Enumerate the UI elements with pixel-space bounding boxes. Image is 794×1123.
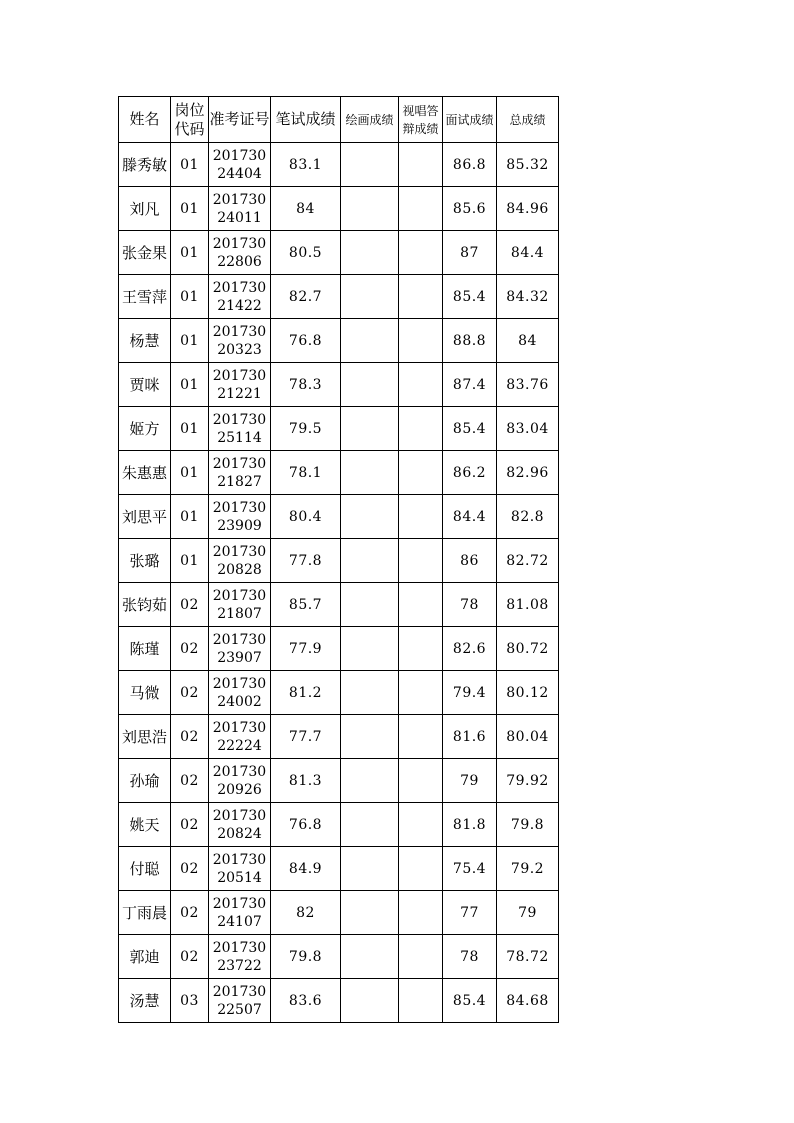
cell-total-score: 81.08 — [497, 583, 559, 627]
cell-ticket-number: 20173021807 — [209, 583, 271, 627]
cell-interview-score: 87.4 — [443, 363, 497, 407]
cell-name: 杨慧 — [119, 319, 171, 363]
cell-painting-score — [341, 539, 399, 583]
cell-sight-singing-score — [399, 935, 443, 979]
cell-total-score: 84 — [497, 319, 559, 363]
cell-written-score: 85.7 — [271, 583, 341, 627]
cell-ticket-number: 20173024404 — [209, 143, 271, 187]
cell-sight-singing-score — [399, 759, 443, 803]
table-row — [119, 979, 559, 1023]
cell-ticket-number: 20173025114 — [209, 407, 271, 451]
table-row — [119, 539, 559, 583]
table-row — [119, 143, 559, 187]
cell-name: 汤慧 — [119, 979, 171, 1023]
cell-name: 王雪萍 — [119, 275, 171, 319]
cell-name: 贾咪 — [119, 363, 171, 407]
cell-written-score: 76.8 — [271, 319, 341, 363]
cell-written-score: 76.8 — [271, 803, 341, 847]
cell-interview-score: 82.6 — [443, 627, 497, 671]
cell-interview-score: 77 — [443, 891, 497, 935]
cell-written-score: 80.4 — [271, 495, 341, 539]
cell-written-score: 77.7 — [271, 715, 341, 759]
cell-total-score: 85.32 — [497, 143, 559, 187]
cell-written-score: 84 — [271, 187, 341, 231]
cell-name: 刘思浩 — [119, 715, 171, 759]
cell-sight-singing-score — [399, 187, 443, 231]
cell-painting-score — [341, 979, 399, 1023]
cell-painting-score — [341, 891, 399, 935]
cell-ticket-number: 20173020828 — [209, 539, 271, 583]
cell-position-code: 01 — [171, 275, 209, 319]
table-row — [119, 891, 559, 935]
cell-interview-score: 85.4 — [443, 275, 497, 319]
cell-ticket-number: 20173023907 — [209, 627, 271, 671]
cell-name: 张璐 — [119, 539, 171, 583]
cell-sight-singing-score — [399, 495, 443, 539]
cell-interview-score: 81.8 — [443, 803, 497, 847]
cell-interview-score: 78 — [443, 583, 497, 627]
cell-position-code: 02 — [171, 715, 209, 759]
cell-total-score: 79.92 — [497, 759, 559, 803]
cell-position-code: 01 — [171, 143, 209, 187]
cell-total-score: 79 — [497, 891, 559, 935]
cell-interview-score: 85.6 — [443, 187, 497, 231]
header-position-code: 岗位代码 — [171, 97, 209, 143]
cell-position-code: 02 — [171, 847, 209, 891]
cell-painting-score — [341, 319, 399, 363]
table-row — [119, 627, 559, 671]
cell-interview-score: 87 — [443, 231, 497, 275]
cell-total-score: 83.76 — [497, 363, 559, 407]
cell-position-code: 02 — [171, 891, 209, 935]
cell-painting-score — [341, 231, 399, 275]
cell-written-score: 83.6 — [271, 979, 341, 1023]
cell-ticket-number: 20173020514 — [209, 847, 271, 891]
cell-written-score: 79.8 — [271, 935, 341, 979]
cell-sight-singing-score — [399, 319, 443, 363]
cell-sight-singing-score — [399, 539, 443, 583]
table-row — [119, 231, 559, 275]
cell-sight-singing-score — [399, 715, 443, 759]
cell-name: 丁雨晨 — [119, 891, 171, 935]
cell-position-code: 02 — [171, 759, 209, 803]
header-painting-score: 绘画成绩 — [341, 97, 399, 143]
cell-position-code: 01 — [171, 539, 209, 583]
header-row — [119, 97, 559, 143]
table-row — [119, 803, 559, 847]
cell-ticket-number: 20173022224 — [209, 715, 271, 759]
cell-interview-score: 86 — [443, 539, 497, 583]
cell-sight-singing-score — [399, 671, 443, 715]
cell-ticket-number: 20173020323 — [209, 319, 271, 363]
cell-ticket-number: 20173022507 — [209, 979, 271, 1023]
cell-position-code: 02 — [171, 627, 209, 671]
cell-name: 朱惠惠 — [119, 451, 171, 495]
table-row — [119, 847, 559, 891]
cell-total-score: 84.68 — [497, 979, 559, 1023]
cell-sight-singing-score — [399, 143, 443, 187]
cell-position-code: 02 — [171, 583, 209, 627]
table-row — [119, 583, 559, 627]
cell-painting-score — [341, 803, 399, 847]
cell-position-code: 01 — [171, 451, 209, 495]
cell-ticket-number: 20173021827 — [209, 451, 271, 495]
cell-painting-score — [341, 935, 399, 979]
cell-ticket-number: 20173021422 — [209, 275, 271, 319]
header-interview-score: 面试成绩 — [443, 97, 497, 143]
cell-painting-score — [341, 363, 399, 407]
cell-painting-score — [341, 451, 399, 495]
cell-interview-score: 85.4 — [443, 407, 497, 451]
cell-written-score: 81.3 — [271, 759, 341, 803]
table-row — [119, 671, 559, 715]
cell-name: 张钧茹 — [119, 583, 171, 627]
cell-painting-score — [341, 715, 399, 759]
cell-name: 马微 — [119, 671, 171, 715]
cell-position-code: 01 — [171, 319, 209, 363]
cell-name: 付聪 — [119, 847, 171, 891]
cell-interview-score: 79.4 — [443, 671, 497, 715]
cell-written-score: 81.2 — [271, 671, 341, 715]
cell-sight-singing-score — [399, 627, 443, 671]
cell-written-score: 83.1 — [271, 143, 341, 187]
cell-total-score: 84.32 — [497, 275, 559, 319]
cell-written-score: 84.9 — [271, 847, 341, 891]
table-row — [119, 715, 559, 759]
cell-total-score: 78.72 — [497, 935, 559, 979]
header-ticket-number: 准考证号 — [209, 97, 271, 143]
cell-total-score: 82.8 — [497, 495, 559, 539]
table-row — [119, 407, 559, 451]
cell-painting-score — [341, 143, 399, 187]
cell-written-score: 77.8 — [271, 539, 341, 583]
table-row — [119, 319, 559, 363]
table-row — [119, 187, 559, 231]
cell-interview-score: 79 — [443, 759, 497, 803]
table-row — [119, 759, 559, 803]
header-sight-singing-score: 视唱答辩成绩 — [399, 97, 443, 143]
cell-sight-singing-score — [399, 275, 443, 319]
cell-painting-score — [341, 671, 399, 715]
cell-written-score: 82 — [271, 891, 341, 935]
cell-sight-singing-score — [399, 451, 443, 495]
cell-name: 刘凡 — [119, 187, 171, 231]
table-row — [119, 275, 559, 319]
score-table-body — [119, 143, 559, 1023]
cell-total-score: 83.04 — [497, 407, 559, 451]
cell-position-code: 03 — [171, 979, 209, 1023]
cell-ticket-number: 20173020824 — [209, 803, 271, 847]
cell-painting-score — [341, 759, 399, 803]
cell-position-code: 02 — [171, 803, 209, 847]
header-written-score: 笔试成绩 — [271, 97, 341, 143]
cell-painting-score — [341, 187, 399, 231]
cell-interview-score: 85.4 — [443, 979, 497, 1023]
cell-interview-score: 86.8 — [443, 143, 497, 187]
cell-interview-score: 78 — [443, 935, 497, 979]
cell-interview-score: 84.4 — [443, 495, 497, 539]
table-row — [119, 451, 559, 495]
cell-name: 郭迪 — [119, 935, 171, 979]
cell-interview-score: 88.8 — [443, 319, 497, 363]
cell-total-score: 80.72 — [497, 627, 559, 671]
cell-written-score: 77.9 — [271, 627, 341, 671]
cell-name: 滕秀敏 — [119, 143, 171, 187]
cell-total-score: 82.72 — [497, 539, 559, 583]
cell-total-score: 82.96 — [497, 451, 559, 495]
cell-ticket-number: 20173024002 — [209, 671, 271, 715]
cell-name: 刘思平 — [119, 495, 171, 539]
cell-sight-singing-score — [399, 847, 443, 891]
cell-written-score: 78.1 — [271, 451, 341, 495]
cell-total-score: 80.04 — [497, 715, 559, 759]
cell-total-score: 84.4 — [497, 231, 559, 275]
cell-position-code: 01 — [171, 495, 209, 539]
cell-position-code: 01 — [171, 231, 209, 275]
cell-ticket-number: 20173023722 — [209, 935, 271, 979]
cell-ticket-number: 20173023909 — [209, 495, 271, 539]
cell-painting-score — [341, 583, 399, 627]
cell-written-score: 82.7 — [271, 275, 341, 319]
cell-position-code: 02 — [171, 671, 209, 715]
header-name: 姓名 — [119, 97, 171, 143]
cell-written-score: 80.5 — [271, 231, 341, 275]
cell-painting-score — [341, 407, 399, 451]
cell-sight-singing-score — [399, 363, 443, 407]
cell-ticket-number: 20173020926 — [209, 759, 271, 803]
cell-sight-singing-score — [399, 803, 443, 847]
cell-interview-score: 86.2 — [443, 451, 497, 495]
cell-total-score: 80.12 — [497, 671, 559, 715]
cell-interview-score: 81.6 — [443, 715, 497, 759]
cell-name: 张金果 — [119, 231, 171, 275]
cell-sight-singing-score — [399, 231, 443, 275]
cell-sight-singing-score — [399, 583, 443, 627]
cell-position-code: 02 — [171, 935, 209, 979]
cell-painting-score — [341, 627, 399, 671]
cell-ticket-number: 20173022806 — [209, 231, 271, 275]
cell-sight-singing-score — [399, 979, 443, 1023]
cell-ticket-number: 20173021221 — [209, 363, 271, 407]
cell-painting-score — [341, 495, 399, 539]
cell-position-code: 01 — [171, 187, 209, 231]
cell-ticket-number: 20173024107 — [209, 891, 271, 935]
cell-written-score: 79.5 — [271, 407, 341, 451]
cell-interview-score: 75.4 — [443, 847, 497, 891]
cell-ticket-number: 20173024011 — [209, 187, 271, 231]
cell-written-score: 78.3 — [271, 363, 341, 407]
cell-sight-singing-score — [399, 891, 443, 935]
cell-position-code: 01 — [171, 407, 209, 451]
table-row — [119, 495, 559, 539]
cell-painting-score — [341, 275, 399, 319]
cell-name: 姬方 — [119, 407, 171, 451]
cell-total-score: 79.8 — [497, 803, 559, 847]
cell-sight-singing-score — [399, 407, 443, 451]
cell-painting-score — [341, 847, 399, 891]
table-row — [119, 935, 559, 979]
table-row — [119, 363, 559, 407]
cell-position-code: 01 — [171, 363, 209, 407]
cell-total-score: 79.2 — [497, 847, 559, 891]
cell-name: 姚天 — [119, 803, 171, 847]
score-table — [118, 96, 559, 1023]
cell-name: 陈瑾 — [119, 627, 171, 671]
cell-name: 孙瑜 — [119, 759, 171, 803]
cell-total-score: 84.96 — [497, 187, 559, 231]
header-total-score: 总成绩 — [497, 97, 559, 143]
